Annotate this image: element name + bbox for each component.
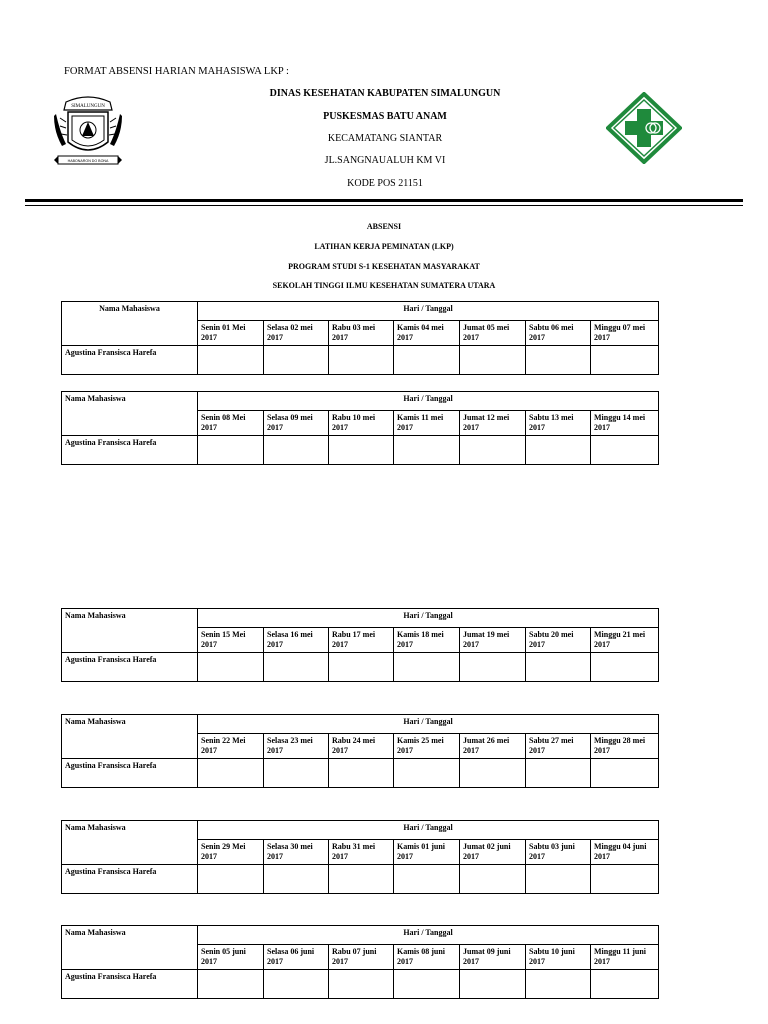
day-header-cell: Kamis 01 juni 2017: [394, 840, 460, 865]
attendance-cell[interactable]: [460, 865, 526, 894]
attendance-cell[interactable]: [198, 436, 264, 465]
attendance-cell[interactable]: [591, 653, 659, 682]
doc-title: ABSENSI: [366, 222, 402, 231]
attendance-cell[interactable]: [198, 865, 264, 894]
attendance-cell[interactable]: [591, 759, 659, 788]
attendance-cell[interactable]: [394, 436, 460, 465]
attendance-cell[interactable]: [460, 346, 526, 375]
day-header-cell: Selasa 02 mei 2017: [264, 321, 329, 346]
header-divider-thin: [25, 205, 743, 206]
attendance-table: [61, 301, 659, 375]
attendance-cell[interactable]: [198, 346, 264, 375]
student-name-cell: Agustina Fransisca Harefa: [62, 653, 198, 682]
attendance-cell[interactable]: [526, 436, 591, 465]
date-column-header: Hari / Tanggal: [198, 609, 659, 628]
attendance-cell[interactable]: [460, 970, 526, 999]
attendance-cell[interactable]: [329, 970, 394, 999]
logo-banner-text: HABONARON DO BONA: [67, 159, 109, 163]
day-header-cell: Jumat 05 mei 2017: [460, 321, 526, 346]
header-divider-thick: [25, 199, 743, 202]
attendance-cell[interactable]: [460, 653, 526, 682]
day-header-cell: Minggu 21 mei 2017: [591, 628, 659, 653]
day-header-cell: Jumat 09 juni 2017: [460, 945, 526, 970]
attendance-cell[interactable]: [526, 653, 591, 682]
attendance-cell[interactable]: [198, 653, 264, 682]
name-column-header: Nama Mahasiswa: [62, 302, 198, 346]
attendance-cell[interactable]: [394, 865, 460, 894]
day-header-cell: Sabtu 03 juni 2017: [526, 840, 591, 865]
header-line-postal: KODE POS 21151: [347, 178, 423, 189]
attendance-cell[interactable]: [264, 865, 329, 894]
attendance-table: [61, 925, 659, 999]
day-header-cell: Kamis 08 juni 2017: [394, 945, 460, 970]
attendance-cell[interactable]: [591, 346, 659, 375]
name-column-header: Nama Mahasiswa: [62, 821, 198, 865]
attendance-cell[interactable]: [591, 865, 659, 894]
day-header-cell: Jumat 12 mei 2017: [460, 411, 526, 436]
date-column-header: Hari / Tanggal: [198, 821, 659, 840]
day-header-cell: Sabtu 20 mei 2017: [526, 628, 591, 653]
attendance-cell[interactable]: [198, 759, 264, 788]
attendance-cell[interactable]: [329, 865, 394, 894]
day-header-cell: Jumat 19 mei 2017: [460, 628, 526, 653]
student-name-cell: Agustina Fransisca Harefa: [62, 346, 198, 375]
day-header-cell: Senin 05 juni 2017: [198, 945, 264, 970]
puskesmas-cross-logo: [606, 92, 682, 164]
day-header-cell: Kamis 18 mei 2017: [394, 628, 460, 653]
day-header-cell: Sabtu 27 mei 2017: [526, 734, 591, 759]
day-header-cell: Selasa 23 mei 2017: [264, 734, 329, 759]
day-header-cell: Senin 01 Mei 2017: [198, 321, 264, 346]
attendance-cell[interactable]: [591, 436, 659, 465]
day-header-cell: Minggu 07 mei 2017: [591, 321, 659, 346]
attendance-cell[interactable]: [460, 759, 526, 788]
attendance-cell[interactable]: [526, 865, 591, 894]
student-name-cell: Agustina Fransisca Harefa: [62, 759, 198, 788]
day-header-cell: Rabu 03 mei 2017: [329, 321, 394, 346]
student-name-cell: Agustina Fransisca Harefa: [62, 436, 198, 465]
day-header-cell: Selasa 06 juni 2017: [264, 945, 329, 970]
attendance-cell[interactable]: [526, 970, 591, 999]
student-name-cell: Agustina Fransisca Harefa: [62, 970, 198, 999]
format-label: FORMAT ABSENSI HARIAN MAHASISWA LKP :: [64, 66, 289, 77]
day-header-cell: Senin 15 Mei 2017: [198, 628, 264, 653]
day-header-cell: Senin 29 Mei 2017: [198, 840, 264, 865]
day-header-cell: Minggu 04 juni 2017: [591, 840, 659, 865]
day-header-cell: Rabu 31 mei 2017: [329, 840, 394, 865]
date-column-header: Hari / Tanggal: [198, 926, 659, 945]
attendance-cell[interactable]: [329, 759, 394, 788]
day-header-cell: Minggu 14 mei 2017: [591, 411, 659, 436]
day-header-cell: Selasa 16 mei 2017: [264, 628, 329, 653]
attendance-cell[interactable]: [264, 759, 329, 788]
day-header-cell: Selasa 30 mei 2017: [264, 840, 329, 865]
attendance-cell[interactable]: [394, 653, 460, 682]
doc-subtitle-lkp: LATIHAN KERJA PEMINATAN (LKP): [314, 242, 454, 251]
day-header-cell: Sabtu 06 mei 2017: [526, 321, 591, 346]
attendance-cell[interactable]: [329, 653, 394, 682]
logo-text: SIMALUNGUN: [71, 104, 105, 109]
day-header-cell: Selasa 09 mei 2017: [264, 411, 329, 436]
day-header-cell: Rabu 17 mei 2017: [329, 628, 394, 653]
date-column-header: Hari / Tanggal: [198, 715, 659, 734]
attendance-table: [61, 608, 659, 682]
attendance-cell[interactable]: [526, 759, 591, 788]
day-header-cell: Rabu 10 mei 2017: [329, 411, 394, 436]
attendance-cell[interactable]: [264, 970, 329, 999]
attendance-cell[interactable]: [591, 970, 659, 999]
name-column-header: Nama Mahasiswa: [62, 715, 198, 759]
attendance-table: [61, 714, 659, 788]
attendance-cell[interactable]: [394, 970, 460, 999]
day-header-cell: Kamis 25 mei 2017: [394, 734, 460, 759]
day-header-cell: Sabtu 13 mei 2017: [526, 411, 591, 436]
day-header-cell: Rabu 24 mei 2017: [329, 734, 394, 759]
day-header-cell: Kamis 04 mei 2017: [394, 321, 460, 346]
attendance-cell[interactable]: [460, 436, 526, 465]
attendance-cell[interactable]: [526, 346, 591, 375]
header-line-dinas: DINAS KESEHATAN KABUPATEN SIMALUNGUN: [269, 88, 501, 99]
student-name-cell: Agustina Fransisca Harefa: [62, 865, 198, 894]
attendance-cell[interactable]: [198, 970, 264, 999]
attendance-cell[interactable]: [394, 346, 460, 375]
day-header-cell: Jumat 02 juni 2017: [460, 840, 526, 865]
name-column-header: Nama Mahasiswa: [62, 609, 198, 653]
attendance-table: [61, 820, 659, 894]
day-header-cell: Rabu 07 juni 2017: [329, 945, 394, 970]
date-column-header: Hari / Tanggal: [198, 392, 659, 411]
attendance-cell[interactable]: [264, 436, 329, 465]
name-column-header: Nama Mahasiswa: [62, 926, 198, 970]
attendance-cell[interactable]: [264, 346, 329, 375]
day-header-cell: Sabtu 10 juni 2017: [526, 945, 591, 970]
header-line-address: JL.SANGNAUALUH KM VI: [324, 155, 446, 166]
simalungun-emblem-logo: [52, 92, 124, 172]
attendance-table: [61, 391, 659, 465]
doc-subtitle-program: PROGRAM STUDI S-1 KESEHATAN MASYARAKAT: [288, 262, 480, 271]
day-header-cell: Kamis 11 mei 2017: [394, 411, 460, 436]
attendance-cell[interactable]: [329, 346, 394, 375]
day-header-cell: Senin 08 Mei 2017: [198, 411, 264, 436]
day-header-cell: Minggu 11 juni 2017: [591, 945, 659, 970]
day-header-cell: Jumat 26 mei 2017: [460, 734, 526, 759]
attendance-cell[interactable]: [394, 759, 460, 788]
doc-subtitle-school: SEKOLAH TINGGI ILMU KESEHATAN SUMATERA UTARA: [272, 281, 496, 290]
header-line-puskesmas: PUSKESMAS BATU ANAM: [323, 111, 447, 122]
date-column-header: Hari / Tanggal: [198, 302, 659, 321]
day-header-cell: Senin 22 Mei 2017: [198, 734, 264, 759]
attendance-cell[interactable]: [264, 653, 329, 682]
name-column-header: Nama Mahasiswa: [62, 392, 198, 436]
day-header-cell: Minggu 28 mei 2017: [591, 734, 659, 759]
attendance-cell[interactable]: [329, 436, 394, 465]
header-line-kecamatan: KECAMATANG SIANTAR: [327, 133, 443, 144]
